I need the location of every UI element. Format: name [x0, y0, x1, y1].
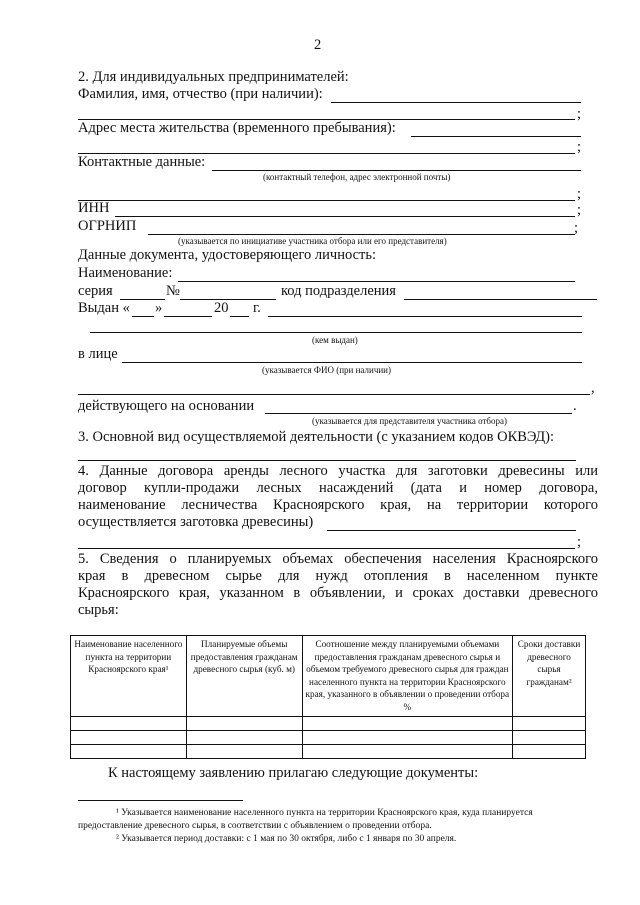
contacts-label: Контактные данные:	[78, 154, 206, 170]
issued-by-hint: (кем выдан)	[312, 335, 358, 345]
footnote-2: ² Указывается период доставки: с 1 мая по 30 октября, либо с 1 января по 30 апреля.	[116, 834, 457, 844]
issued-year-field[interactable]	[230, 316, 249, 317]
issued-day-field[interactable]	[132, 316, 154, 317]
issued-year-prefix: 20	[214, 300, 229, 316]
table-cell[interactable]	[71, 745, 187, 759]
section5-line2: края в древесном сырье для нужд отопления в населенном пункте	[78, 568, 598, 584]
section5-line3: Красноярского края, указанном в объявлении, и сроках доставки древесного	[78, 585, 598, 601]
footnote-divider	[78, 800, 243, 801]
col-header-settlement: Наименование населенного пункта на территории Красноярского края¹	[71, 636, 187, 717]
col-header-ratio: Соотношение между планируемыми объемами предоставления гражданам древесного сырья и объемом требуемого древесного сырья для граждан населенного пункта на территории Красноярского края, указанного в объявлении о проведении отбора %	[302, 636, 512, 717]
section3-text: 3. Основной вид осуществляемой деятельности (с указанием кодов ОКВЭД):	[78, 429, 555, 445]
person-comma: ,	[591, 380, 595, 396]
section4-line4: осуществляется заготовка древесины)	[78, 514, 314, 530]
table-row	[71, 731, 586, 745]
address-semicolon: ;	[577, 139, 582, 155]
inn-semicolon: ;	[577, 202, 582, 218]
table-cell[interactable]	[302, 745, 512, 759]
fio-semicolon: ;	[577, 106, 582, 122]
inn-label: ИНН	[78, 200, 110, 216]
table-row	[71, 717, 586, 731]
id-doc-label: Данные документа, удостоверяющего личность:	[78, 247, 376, 263]
section4-line3: наименование лесничества Красноярского края, на территории которого	[78, 497, 598, 513]
issued-by-field[interactable]	[90, 332, 582, 333]
table-row	[71, 745, 586, 759]
table-cell[interactable]	[513, 731, 586, 745]
division-label: код подразделения	[281, 283, 396, 299]
attachments-text: К настоящему заявлению прилагаю следующие документы:	[108, 765, 479, 781]
table-cell[interactable]	[71, 731, 187, 745]
planned-volumes-table	[70, 635, 586, 759]
footnote-1-line1: ¹ Указывается наименование населенного пункта на территории Красноярского края, куда планируется	[116, 808, 533, 818]
issued-month-field[interactable]	[164, 316, 212, 317]
address-label: Адрес места жительства (временного пребывания):	[78, 120, 396, 136]
person-field-line2[interactable]	[78, 394, 590, 395]
basis-hint: (указывается для представителя участника отбора)	[312, 416, 507, 426]
contacts-field-line2[interactable]	[78, 200, 575, 201]
table-cell[interactable]	[186, 731, 302, 745]
table-cell[interactable]	[513, 717, 586, 731]
contacts-hint: (контактный телефон, адрес электронной почты)	[263, 172, 451, 182]
basis-label: действующего на основании	[78, 398, 255, 414]
issued-quote: »	[155, 300, 163, 316]
page-number: 2	[314, 37, 322, 53]
table-cell[interactable]	[513, 745, 586, 759]
contacts-semicolon: ;	[577, 186, 582, 202]
ogrnip-label: ОГРНИП	[78, 218, 137, 234]
contacts-field[interactable]	[212, 170, 581, 171]
table-header-row	[71, 636, 586, 717]
section2-heading: 2. Для индивидуальных предпринимателей:	[78, 69, 349, 85]
issued-g: г.	[253, 300, 261, 316]
inn-field[interactable]	[115, 216, 575, 217]
table-cell[interactable]	[302, 731, 512, 745]
basis-period: .	[573, 398, 577, 414]
name-label: Наименование:	[78, 265, 173, 281]
address-field[interactable]	[411, 136, 581, 137]
col-header-volume: Планируемые объемы предоставления гражданам древесного сырья (куб. м)	[186, 636, 302, 717]
section4-line1: 4. Данные договора аренды лесного участка для заготовки древесины или	[78, 463, 598, 479]
footnote-1-line2: предоставление древесного сырья, в соответствии с объявлением о проведении отбора.	[78, 821, 432, 831]
doc-name-field[interactable]	[178, 281, 575, 282]
section5-line4: сырья:	[78, 602, 119, 618]
contract-field-line2[interactable]	[78, 548, 575, 549]
ogrnip-hint: (указывается по инициативе участника отбора или его представителя)	[178, 236, 447, 246]
section4-line2: договор купли-продажи лесных насаждений (дата и номер договора,	[78, 480, 598, 496]
table-cell[interactable]	[302, 717, 512, 731]
fio-field[interactable]	[331, 102, 581, 103]
issued-label: Выдан «	[78, 300, 130, 316]
series-label: серия	[78, 283, 113, 299]
division-field[interactable]	[404, 299, 597, 300]
person-label: в лице	[78, 346, 118, 362]
number-label: №	[166, 283, 180, 299]
table-cell[interactable]	[186, 717, 302, 731]
basis-field[interactable]	[265, 413, 572, 414]
ogrnip-semicolon: ;	[574, 220, 579, 236]
section5-line1: 5. Сведения о планируемых объемах обеспечения населения Красноярского	[78, 551, 598, 567]
person-field[interactable]	[122, 362, 582, 363]
issued-rest-field[interactable]	[268, 316, 582, 317]
ogrnip-field[interactable]	[148, 234, 575, 235]
person-hint: (указывается ФИО (при наличии)	[262, 365, 391, 375]
fio-label: Фамилия, имя, отчество (при наличии):	[78, 86, 323, 102]
contract-field[interactable]	[327, 530, 576, 531]
table-cell[interactable]	[186, 745, 302, 759]
activity-field[interactable]	[78, 460, 576, 461]
table-cell[interactable]	[71, 717, 187, 731]
contract-semicolon: ;	[577, 534, 582, 550]
col-header-delivery: Сроки доставки древесного сырья гражданам²	[513, 636, 586, 717]
